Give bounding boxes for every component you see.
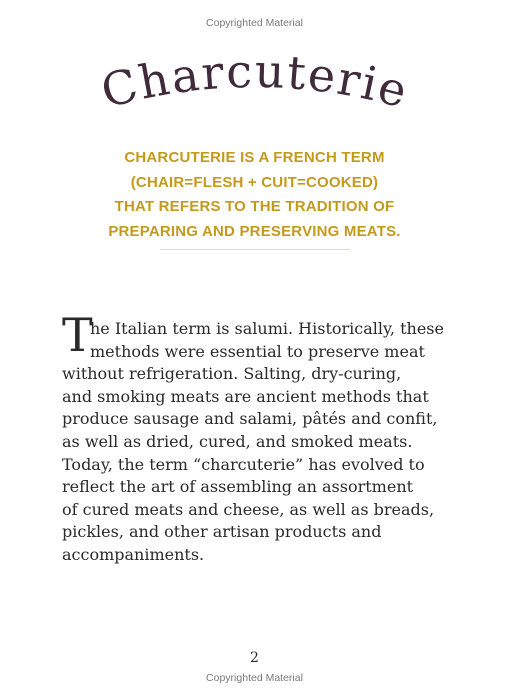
intro-callout [0, 146, 509, 244]
intro-line: THAT REFERS TO THE TRADITION OF [114, 198, 395, 215]
chapter-title [0, 50, 509, 130]
body-line: of cured meats and cheese, as well as breads, [62, 499, 435, 519]
body-line: accompaniments. [62, 544, 205, 564]
page-number: 2 [250, 650, 259, 666]
body-line: and smoking meats are ancient methods that [62, 386, 429, 406]
intro-line: CHARCUTERIE IS A FRENCH TERM [124, 149, 385, 166]
copyright-watermark-top: Copyrighted Material [206, 17, 303, 29]
intro-line: PREPARING AND PRESERVING MEATS. [108, 222, 401, 240]
body-line: he Italian term is salumi. Historically, these [90, 319, 444, 338]
drop-cap: T [62, 308, 93, 362]
body-line: reflect the art of assembling an assortment [62, 477, 414, 497]
body-line: produce sausage and salami, pâtés and confit, [62, 409, 438, 429]
section-divider [160, 249, 350, 250]
chapter-title-text: Charcuterie [95, 50, 415, 119]
body-line: methods were essential to preserve meat [90, 341, 425, 361]
body-line: Today, the term “charcuterie” has evolved to [62, 454, 425, 474]
chapter-title-svg [0, 50, 509, 130]
body-line: without refrigeration. Salting, dry-curing, [62, 364, 402, 384]
body-line: as well as dried, cured, and smoked meats. [62, 431, 413, 451]
copyright-watermark-bottom: Copyrighted Material [206, 672, 303, 684]
body-line: pickles, and other artisan products and [62, 522, 382, 542]
body-paragraph [62, 318, 462, 567]
intro-line: (CHAIR=FLESH + CUIT=COOKED) [130, 173, 379, 191]
